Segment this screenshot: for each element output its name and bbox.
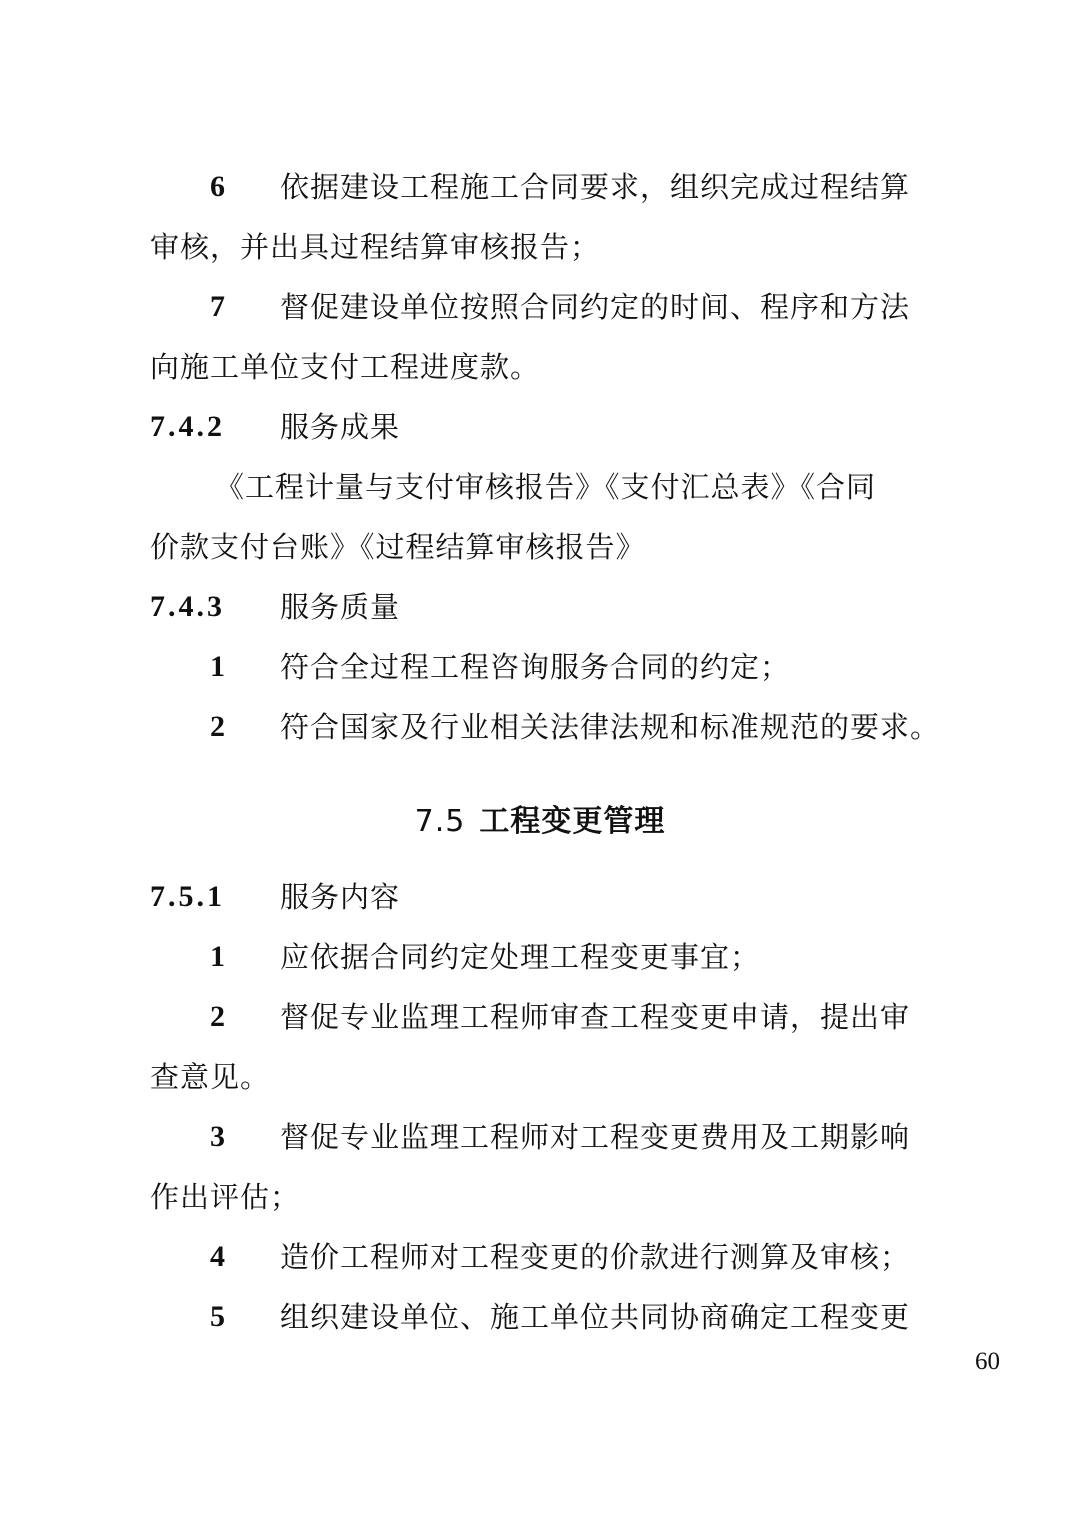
section-number: 7.5 (414, 804, 466, 839)
item-number: 4 (210, 1240, 225, 1273)
item-number: 2 (210, 1000, 225, 1033)
paragraph-line (150, 457, 940, 517)
list-item-continuation (150, 217, 940, 277)
subsection-number: 7.4.2 (150, 410, 225, 443)
item-number: 1 (210, 650, 225, 683)
item-number: 7 (210, 290, 225, 323)
item-text: 依据建设工程施工合同要求，组织完成过程结算 (280, 170, 911, 204)
list-item-continuation (150, 1047, 940, 1107)
list-item (150, 1287, 940, 1347)
list-item (150, 637, 940, 697)
item-number: 6 (210, 170, 225, 203)
subsection-title: 服务内容 (280, 880, 401, 914)
item-text: 督促专业监理工程师对工程变更费用及工期影响 (280, 1120, 911, 1154)
item-text: 督促专业监理工程师审查工程变更申请，提出审 (280, 1000, 911, 1034)
page-number: 60 (975, 1348, 1000, 1375)
list-item (150, 697, 940, 757)
subsection-heading-7-4-3 (150, 577, 940, 637)
item-number: 5 (210, 1300, 225, 1333)
list-item-continuation (150, 1167, 940, 1227)
subsection-number: 7.4.3 (150, 590, 225, 623)
item-number: 2 (210, 710, 225, 743)
subsection-number: 7.5.1 (150, 880, 225, 913)
item-text: 符合国家及行业相关法律法规和标准规范的要求。 (280, 710, 941, 744)
item-text: 符合全过程工程咨询服务合同的约定； (280, 650, 791, 684)
list-item (150, 1227, 940, 1287)
paragraph-text: 价款支付台账》《过程结算审核报告》 (150, 530, 646, 564)
list-item (150, 157, 940, 217)
subsection-title: 服务质量 (280, 590, 401, 624)
list-item (150, 927, 940, 987)
item-text-continued: 作出评估； (150, 1180, 301, 1214)
item-number: 3 (210, 1120, 225, 1153)
list-item (150, 1107, 940, 1167)
item-text: 造价工程师对工程变更的价款进行测算及审核； (280, 1240, 911, 1274)
section-title: 工程变更管理 (479, 804, 666, 839)
list-item (150, 987, 940, 1047)
item-text: 督促建设单位按照合同约定的时间、程序和方法 (280, 290, 911, 324)
section-heading-7-5 (0, 792, 1080, 852)
item-text: 应依据合同约定处理工程变更事宜； (280, 940, 761, 974)
subsection-heading-7-5-1 (150, 867, 940, 927)
subsection-heading-7-4-2 (150, 397, 940, 457)
item-text-continued: 向施工单位支付工程进度款。 (150, 350, 541, 384)
subsection-title: 服务成果 (280, 410, 401, 444)
list-item (150, 277, 940, 337)
item-number: 1 (210, 940, 225, 973)
paragraph-line (150, 517, 940, 577)
list-item-continuation (150, 337, 940, 397)
item-text-continued: 审核，并出具过程结算审核报告； (150, 230, 601, 264)
item-text-continued: 查意见。 (150, 1060, 271, 1094)
item-text: 组织建设单位、施工单位共同协商确定工程变更 (280, 1300, 911, 1334)
paragraph-text: 《工程计量与支付审核报告》《支付汇总表》《合同 (215, 470, 877, 504)
